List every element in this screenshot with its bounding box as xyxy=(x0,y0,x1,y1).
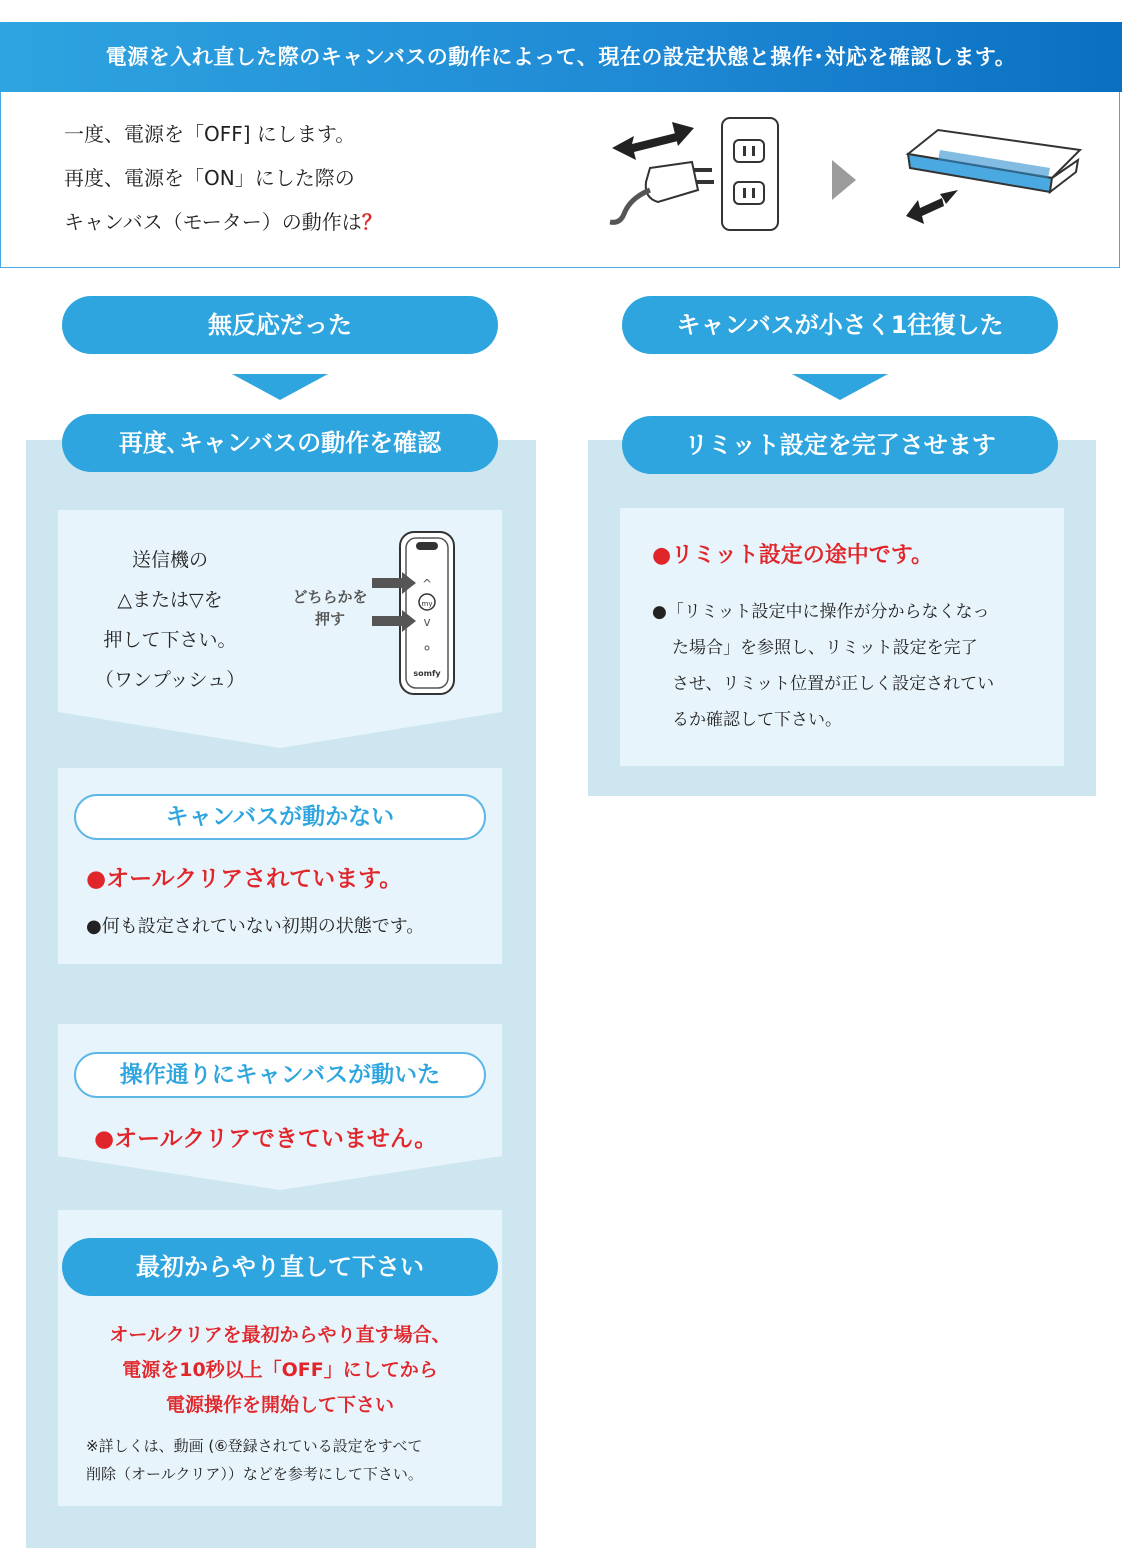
case1-title: キャンバスが動かない xyxy=(74,794,486,840)
plug-outlet-icon xyxy=(600,110,800,240)
case1-result: ●オールクリアされています。 xyxy=(86,866,403,892)
remote-note xyxy=(282,586,378,630)
right-detail-line: た場合」を参照し、リミット設定を完了 xyxy=(672,638,978,658)
awning-icon xyxy=(900,120,1090,230)
remote-instruction xyxy=(80,540,260,700)
right-detail-line: させ、リミット位置が正しく設定されてい xyxy=(672,674,995,694)
remote-instruction-line: 送信機の xyxy=(131,549,208,571)
step-recheck: 再度､キャンバスの動作を確認 xyxy=(62,414,498,472)
intro-line-1: 一度、電源を「OFF] にします。 xyxy=(64,122,356,146)
page-title: 電源を入れ直した際のキャンバスの動作によって、現在の設定状態と操作･対応を確認します。 xyxy=(0,22,1122,92)
right-detail xyxy=(652,594,994,738)
remote-instruction-line: 押して下さい。 xyxy=(103,629,237,651)
case2-card xyxy=(58,1024,502,1190)
right-result: ●リミット設定の途中です。 xyxy=(652,543,933,568)
branch-no-response: 無反応だった xyxy=(62,296,498,354)
remote-note-line: 押す xyxy=(314,610,345,628)
remote-my-label: my xyxy=(421,600,433,608)
step-complete-limit: リミット設定を完了させます xyxy=(622,416,1058,474)
right-detail-line: るか確認して下さい。 xyxy=(672,710,842,730)
next-arrow-icon xyxy=(832,160,858,200)
right-detail-line: ●「リミット設定中に操作が分からなくなっ xyxy=(652,602,990,622)
final-title: 最初からやり直して下さい xyxy=(62,1238,498,1296)
down-arrow-right xyxy=(792,374,888,400)
final-note-line: 削除（オールクリア））などを参考にして下さい。 xyxy=(86,1465,423,1483)
intro-line-2: 再度、電源を「ON」にした際の xyxy=(64,166,355,190)
remote-control-icon xyxy=(372,530,472,696)
final-instruction-line: オールクリアを最初からやり直す場合、 xyxy=(109,1324,451,1346)
intro-line-3-text: キャンバス（モーター）の動作は xyxy=(64,210,362,234)
final-note xyxy=(86,1432,423,1488)
case2-result: ●オールクリアできていません。 xyxy=(94,1126,438,1152)
final-instruction-line: 電源を10秒以上「OFF」にしてから xyxy=(122,1359,438,1381)
svg-text:v: v xyxy=(423,615,431,629)
remote-instruction-line: △または▽を xyxy=(117,589,223,611)
remote-brand: somfy xyxy=(413,669,441,678)
final-note-line: ※詳しくは、動画 (⑥登録されている設定をすべて xyxy=(86,1437,423,1455)
case2-title: 操作通りにキャンバスが動いた xyxy=(74,1052,486,1098)
final-instructions xyxy=(58,1318,502,1423)
case1-detail: ●何も設定されていない初期の状態です。 xyxy=(86,916,425,937)
intro-line-3 xyxy=(64,206,382,235)
remote-instruction-line: （ワンプッシュ） xyxy=(94,669,246,691)
final-instruction-line: 電源操作を開始して下さい xyxy=(165,1394,394,1416)
svg-text:^: ^ xyxy=(421,577,433,591)
remote-note-line: どちらかを xyxy=(292,588,368,606)
question-mark: ？ xyxy=(361,210,382,234)
down-arrow-left xyxy=(232,374,328,400)
branch-small-roundtrip: キャンバスが小さく1往復した xyxy=(622,296,1058,354)
